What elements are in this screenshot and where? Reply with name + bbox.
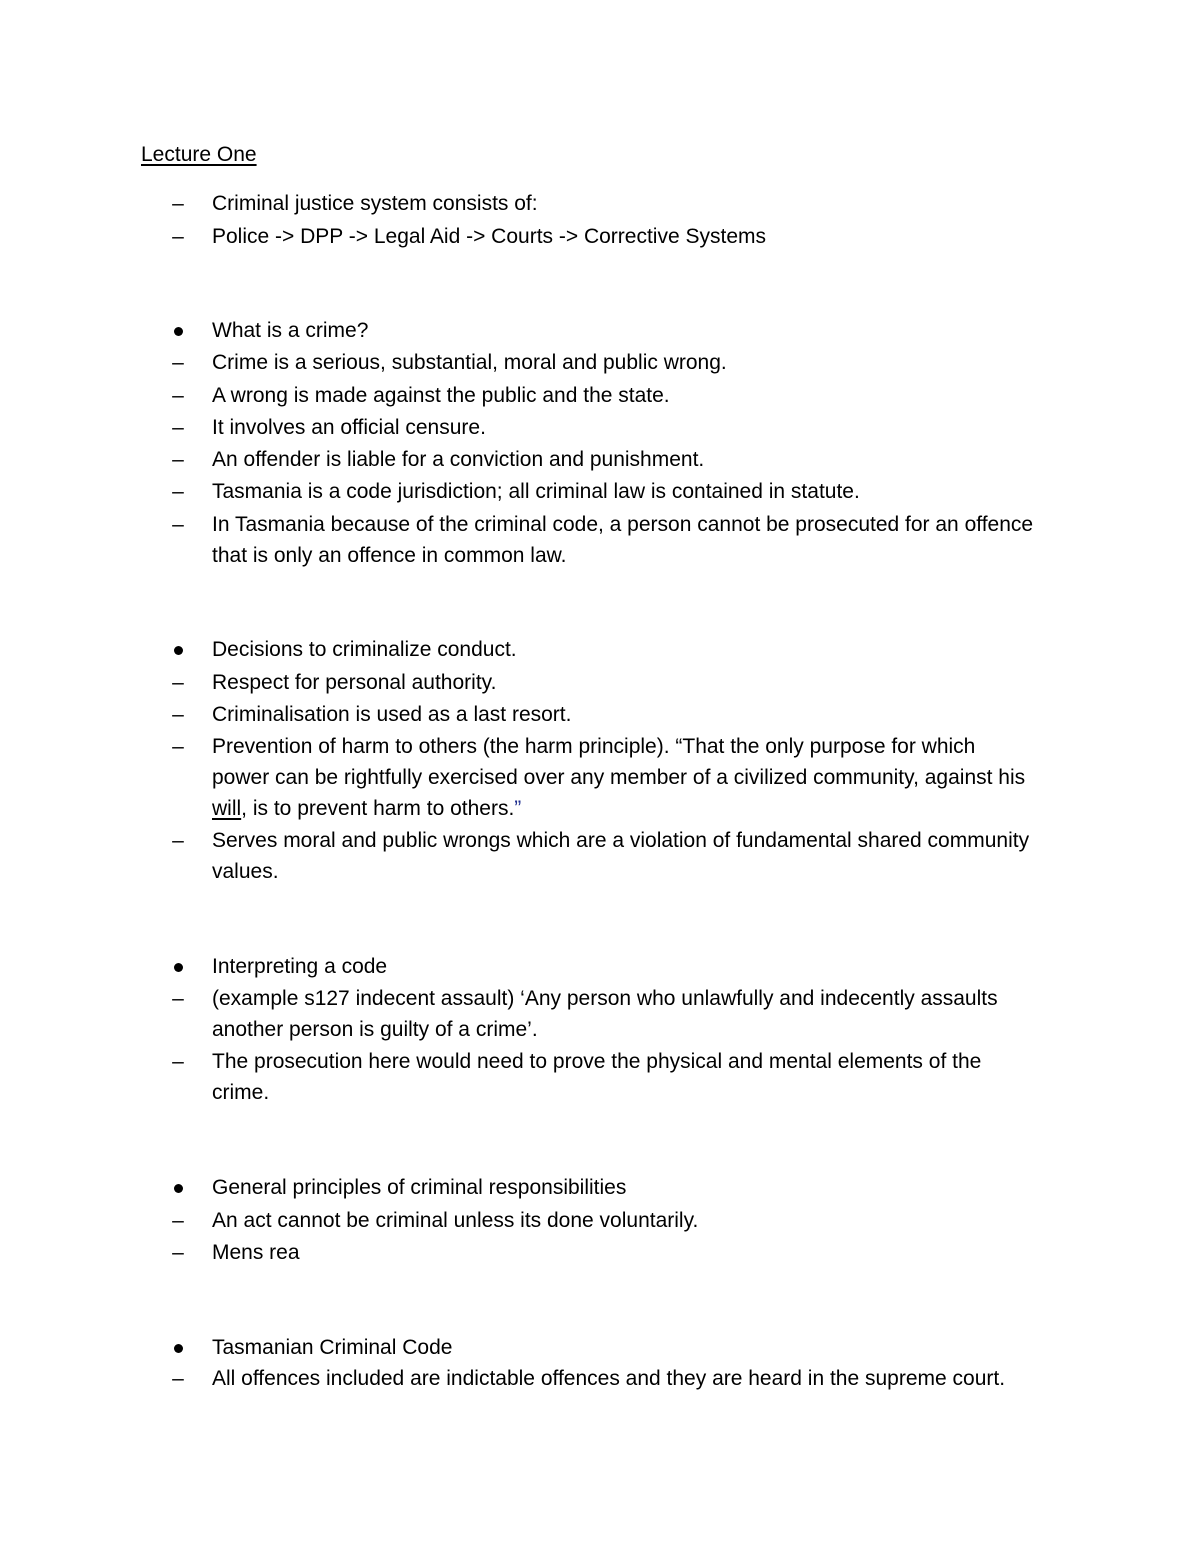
list-item	[0, 380, 1200, 412]
dash-marker-icon: –	[172, 448, 184, 471]
list-item-text: A wrong is made against the public and the state.	[212, 384, 670, 407]
list-item-text: another person is guilty of a crime’.	[212, 1018, 538, 1041]
list-item	[0, 476, 1200, 508]
dash-marker-icon: –	[172, 192, 184, 215]
bullet-heading-text: Decisions to criminalize conduct.	[212, 638, 517, 661]
page-title: Lecture One	[141, 143, 257, 166]
list-item	[0, 1046, 1200, 1078]
dash-marker-icon: –	[172, 416, 184, 439]
bullet-heading	[0, 1332, 1200, 1364]
list-item	[0, 731, 1200, 763]
list-item-text	[212, 793, 521, 825]
list-item-continuation	[0, 1014, 1200, 1046]
list-item-continuation	[0, 793, 1200, 825]
list-item	[0, 983, 1200, 1015]
list-item-text: An act cannot be criminal unless its done voluntarily.	[212, 1209, 699, 1232]
list-item-text: All offences included are indictable offences and they are heard in the supreme court.	[212, 1367, 1006, 1390]
list-item	[0, 667, 1200, 699]
list-item-text: It involves an official censure.	[212, 416, 486, 439]
list-item	[0, 221, 1200, 253]
list-item	[0, 699, 1200, 731]
bullet-heading	[0, 315, 1200, 347]
dash-marker-icon: –	[172, 987, 184, 1010]
list-item-continuation	[0, 762, 1200, 794]
closing-quote: ”	[514, 797, 522, 820]
list-item	[0, 188, 1200, 220]
bullet-icon	[174, 327, 183, 336]
bullet-icon	[174, 1184, 183, 1193]
dash-marker-icon: –	[172, 735, 184, 758]
bullet-heading-text: General principles of criminal responsibilities	[212, 1176, 627, 1199]
dash-marker-icon: –	[172, 480, 184, 503]
dash-marker-icon: –	[172, 384, 184, 407]
list-item-continuation	[0, 1077, 1200, 1109]
dash-marker-icon: –	[172, 703, 184, 726]
dash-marker-icon: –	[172, 1367, 184, 1390]
list-item-text: Police -> DPP -> Legal Aid -> Courts -> Corrective Systems	[212, 225, 766, 248]
list-item-text: Tasmania is a code jurisdiction; all criminal law is contained in statute.	[212, 480, 860, 503]
list-item-text: Mens rea	[212, 1241, 300, 1264]
list-item	[0, 1363, 1200, 1395]
list-item-continuation	[0, 856, 1200, 888]
dash-marker-icon: –	[172, 829, 184, 852]
bullet-heading-text: Interpreting a code	[212, 955, 388, 978]
list-item	[0, 509, 1200, 541]
list-item-text: Criminal justice system consists of:	[212, 192, 538, 215]
list-item	[0, 412, 1200, 444]
list-item-text: power can be rightfully exercised over any member of a civilized community, against his	[212, 766, 1026, 789]
list-item-text: In Tasmania because of the criminal code, a person cannot be prosecuted for an offence	[212, 513, 1034, 536]
bullet-icon	[174, 963, 183, 972]
dash-marker-icon: –	[172, 1050, 184, 1073]
list-item-text: that is only an offence in common law.	[212, 544, 567, 567]
list-item	[0, 444, 1200, 476]
bullet-icon	[174, 646, 183, 655]
list-item	[0, 825, 1200, 857]
list-item-text: Serves moral and public wrongs which are a violation of fundamental shared community	[212, 829, 1030, 852]
dash-marker-icon: –	[172, 671, 184, 694]
dash-marker-icon: –	[172, 351, 184, 374]
bullet-icon	[174, 1344, 183, 1353]
list-item-text: Criminalisation is used as a last resort.	[212, 703, 572, 726]
list-item-text: crime.	[212, 1081, 270, 1104]
bullet-heading-text: Tasmanian Criminal Code	[212, 1336, 453, 1359]
list-item	[0, 1205, 1200, 1237]
list-item-text: Respect for personal authority.	[212, 671, 497, 694]
list-item	[0, 347, 1200, 379]
list-item-text: The prosecution here would need to prove the physical and mental elements of the	[212, 1050, 982, 1073]
dash-marker-icon: –	[172, 1209, 184, 1232]
list-item-text: Crime is a serious, substantial, moral and public wrong.	[212, 351, 727, 374]
bullet-heading	[0, 634, 1200, 666]
list-item-continuation	[0, 540, 1200, 572]
bullet-heading	[0, 951, 1200, 983]
list-item-text: Prevention of harm to others (the harm principle). “That the only purpose for which	[212, 735, 976, 758]
dash-marker-icon: –	[172, 513, 184, 536]
dash-marker-icon: –	[172, 1241, 184, 1264]
list-item-text: An offender is liable for a conviction and punishment.	[212, 448, 705, 471]
bullet-heading-text: What is a crime?	[212, 319, 369, 342]
dash-marker-icon: –	[172, 225, 184, 248]
list-item-text-rest: , is to prevent harm to others.	[241, 797, 515, 820]
list-item	[0, 1237, 1200, 1269]
bullet-heading	[0, 1172, 1200, 1204]
list-item-text: (example s127 indecent assault) ‘Any person who unlawfully and indecently assaults	[212, 987, 998, 1010]
underlined-word: will	[212, 797, 242, 820]
list-item-text: values.	[212, 860, 279, 883]
